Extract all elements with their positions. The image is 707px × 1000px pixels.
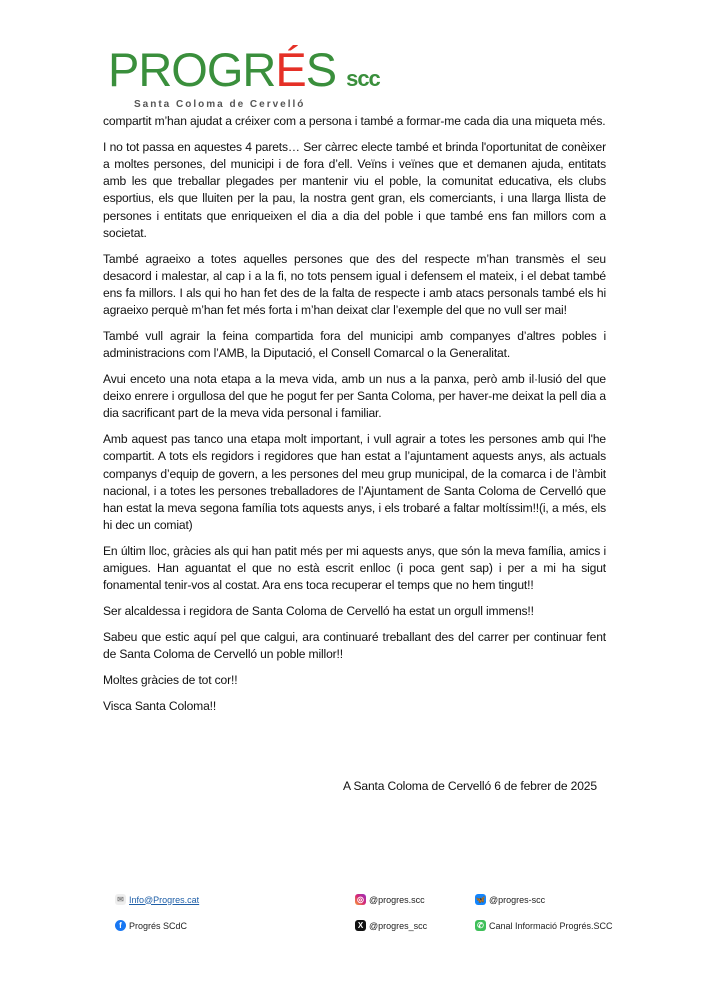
letter-body bbox=[103, 113, 606, 724]
email-link[interactable]: Info@Progres.cat bbox=[129, 894, 200, 905]
logo-text-end: S bbox=[305, 43, 337, 96]
paragraph: Ser alcaldessa i regidora de Santa Coloma de Cervelló ha estat un orgull immens!! bbox=[103, 604, 534, 619]
logo-title bbox=[108, 43, 380, 103]
footer-bluesky bbox=[475, 894, 545, 905]
paragraph: També vull agrair la feina compartida fora del municipi amb companyes d’altres pobles i administracions com l’AMB, la Diputació, el Consell Comarcal o la Generalitat. bbox=[103, 329, 606, 361]
paragraph: També agraeixo a totes aquelles persones que des del respecte m’han transmès el seu desacord i malestar, al cap i a la fi, no tots pensem igual i defensem el mateix, i el debat també ens fa millors. I als qui ho han fet des de la falta de respecte i amb atacs personals també els hi agraeixo perquè m’han fet més forta i m’han deixat clar l’exemple del que no vull ser mai! bbox=[103, 251, 606, 318]
logo-scc: scc bbox=[346, 66, 380, 91]
footer-whatsapp bbox=[475, 920, 613, 931]
email-icon: ✉ bbox=[115, 894, 126, 905]
bluesky-handle: @progres-scc bbox=[489, 894, 546, 905]
x-handle: @progres_scc bbox=[369, 920, 428, 931]
paragraph: compartit m’han ajudat a créixer com a persona i també a formar-me cada dia una miqueta més. bbox=[103, 114, 606, 128]
footer bbox=[115, 894, 635, 944]
paragraph: Amb aquest pas tanco una etapa molt important, i vull agrair a totes les persones amb qui l'he compartit. A tots els regidors i regidores que han estat a l’ajuntament aquests anys, als actuals companys d’equip de govern, a les persones del meu grup municipal, de la comarca i de l’àmbit nacional, i a totes les persones treballadores de l’Ajuntament de Santa Coloma de Cervelló que han estat la meva segona família tots aquests anys, i els trobaré a faltar moltíssim!!(i, a més, els hi dec un comiat) bbox=[103, 432, 606, 533]
signature-line: A Santa Coloma de Cervelló 6 de febrer de 2025 bbox=[343, 779, 597, 793]
paragraph: En últim lloc, gràcies als qui han patit més per mi aquests anys, que són la meva família, amics i amigues. Han aguantat el que no està escrit enlloc (i poca gent sap) i per a mi ha sigut fonamental tenir-vos al costat. Ara ens toca recuperar el temps que no hem tingut!! bbox=[103, 544, 606, 593]
footer-facebook bbox=[115, 920, 187, 931]
whatsapp-channel: Canal Informació Progrés.SCC bbox=[489, 920, 613, 931]
paragraph: Visca Santa Coloma!! bbox=[103, 698, 217, 713]
logo bbox=[108, 43, 380, 110]
instagram-handle: @progres.scc bbox=[369, 894, 425, 905]
whatsapp-icon: ✆ bbox=[475, 920, 486, 931]
footer-email bbox=[115, 894, 199, 905]
instagram-icon: ◎ bbox=[355, 894, 366, 905]
x-icon: X bbox=[355, 920, 366, 931]
logo-accent: É bbox=[275, 43, 306, 96]
logo-subtitle: Santa Coloma de Cervelló bbox=[134, 99, 306, 110]
paragraph: Moltes gràcies de tot cor!! bbox=[103, 673, 238, 688]
logo-text: PROGR bbox=[108, 43, 276, 96]
bluesky-icon: 🦋 bbox=[475, 895, 486, 904]
footer-x bbox=[355, 920, 427, 931]
paragraph: I no tot passa en aquestes 4 parets… Ser càrrec electe també et brinda l'oportunitat de conèixer a moltes persones, del municipi i de fora d’ell. Veïns i veïnes que et demanen ajuda, entitats amb les que treballar plegades per mantenir viu el poble, la comunitat educativa, els clubs esportius, els que lluiten per la pau, la nostra gent gran, els comerciants, i una llarga llista de persones i entitats que enriqueixen el dia a dia del poble i que també ens fan millors com a societat. bbox=[103, 139, 606, 240]
paragraph: Avui enceto una nota etapa a la meva vida, amb un nus a la panxa, però amb il·lusió del que deixo enrere i orgullosa del que he pogut fer per Santa Coloma, per haver-me deixat la pell dia a dia sacrificant part de la meva vida personal i familiar. bbox=[103, 372, 606, 421]
facebook-handle: Progrés SCdC bbox=[129, 920, 188, 931]
paragraph: Sabeu que estic aquí pel que calgui, ara continuaré treballant des del carrer per continuar fent de Santa Coloma de Cervelló un poble millor!! bbox=[103, 630, 606, 662]
facebook-icon: f bbox=[115, 920, 126, 931]
footer-instagram bbox=[355, 894, 425, 905]
